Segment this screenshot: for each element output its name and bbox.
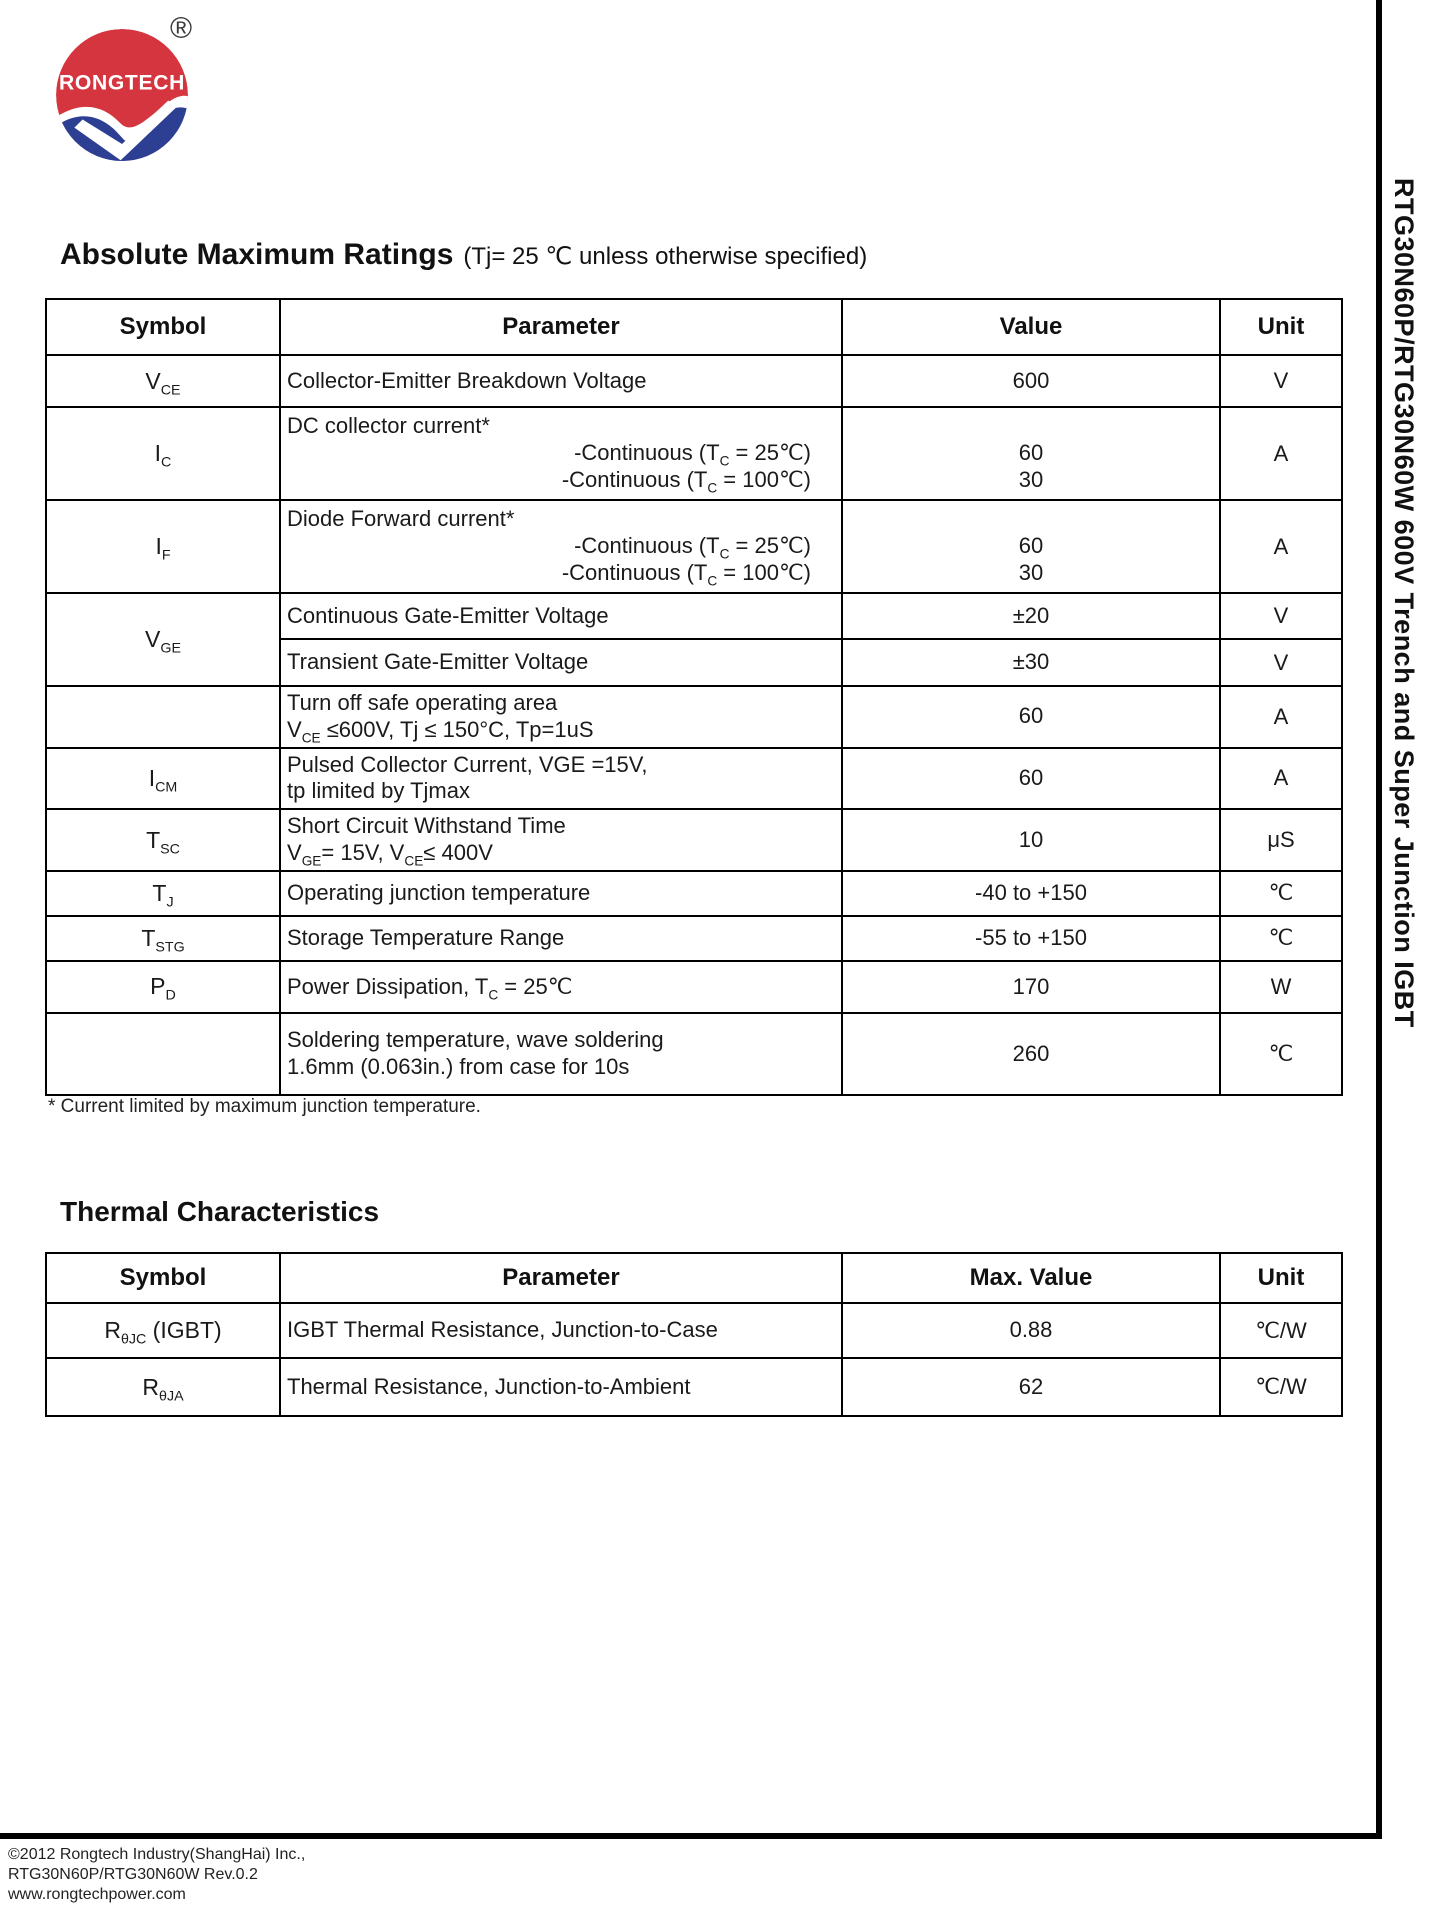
parameter-cell: Collector-Emitter Breakdown Voltage [280,355,842,407]
thermal-characteristics-heading: Thermal Characteristics [60,1196,380,1227]
registered-trademark-icon: ® [170,12,193,45]
table-row [46,1303,1342,1358]
symbol-cell: $V_{GE}$ [46,593,280,686]
parameter-cell: Diode Forward current* -Continuous ($T_C$ = 25℃) -Continuous ($T_C$ = 100℃) [280,500,842,593]
unit-cell: A [1220,748,1342,810]
symbol-cell: $I_{CM}$ [46,748,280,810]
symbol-cell: $R_{\theta JA}$ [46,1358,280,1416]
parameter-cell: Transient Gate-Emitter Voltage [280,639,842,686]
unit-cell: A [1220,500,1342,593]
symbol-cell: $I_C$ [46,407,280,500]
value-cell: -40 to +150 [842,871,1220,916]
logo-brand-text: RONGTECH [58,71,186,95]
table-row [46,871,1342,916]
parameter-cell: DC collector current* -Continuous ($T_C$ = 25℃) -Continuous ($T_C$ = 100℃) [280,407,842,500]
value-cell: ±30 [842,639,1220,686]
current-limit-footnote: * Current limited by maximum junction temperature. [48,1096,481,1117]
value-cell: 60 [842,686,1220,748]
value-cell: 260 [842,1013,1220,1095]
rongtech-logo-mark [54,26,190,164]
footer [8,1845,305,1905]
header-row [46,1253,1342,1303]
footer-divider-line [0,1833,1382,1839]
parameter-cell: Operating junction temperature [280,871,842,916]
footer-website: www.rongtechpower.com [8,1886,186,1903]
symbol-cell: $I_F$ [46,500,280,593]
table-row [46,686,1342,748]
unit-cell: μS [1220,809,1342,871]
value-cell: ±20 [842,593,1220,639]
rongtech-logo [52,14,212,169]
unit-cell: ℃ [1220,916,1342,961]
value-cell: 10 [842,809,1220,871]
column-header: Parameter [280,1253,842,1303]
symbol-cell: $P_D$ [46,961,280,1013]
symbol-cell: $T_J$ [46,871,280,916]
parameter-cell: Pulsed Collector Current, VGE =15V, tp limited by Tjmax [280,748,842,810]
part-number-sidebar-title: RTG30N60P/RTG30N60W 600V Trench and Super Junction IGBT [1389,178,1419,1028]
table-row [46,1358,1342,1416]
column-header: Symbol [46,299,280,355]
column-header: Unit [1220,299,1342,355]
symbol-cell [46,1013,280,1095]
absolute-maximum-ratings-table [45,298,1343,1096]
sidebar-divider-line [1376,0,1382,1839]
unit-cell: V [1220,593,1342,639]
symbol-cell: $R_{\theta JC}$ (IGBT) [46,1303,280,1358]
symbol-cell [46,686,280,748]
parameter-cell: Short Circuit Withstand Time $V_{GE}= 15V$, $V_{CE}\le 400V$ [280,809,842,871]
column-header: Parameter [280,299,842,355]
symbol-cell: $T_{STG}$ [46,916,280,961]
unit-cell: A [1220,407,1342,500]
column-header: Symbol [46,1253,280,1303]
value-cell: -55 to +150 [842,916,1220,961]
table-row [46,407,1342,500]
value-cell: 62 [842,1358,1220,1416]
table-row [46,1013,1342,1095]
table-row [46,916,1342,961]
symbol-cell: $V_{CE}$ [46,355,280,407]
parameter-cell: IGBT Thermal Resistance, Junction-to-Case [280,1303,842,1358]
value-cell: 170 [842,961,1220,1013]
column-header: Value [842,299,1220,355]
unit-cell: ℃/W [1220,1358,1342,1416]
parameter-cell: Soldering temperature, wave soldering 1.6mm (0.063in.) from case for 10s [280,1013,842,1095]
parameter-cell: Continuous Gate-Emitter Voltage [280,593,842,639]
absolute-maximum-ratings-heading [60,238,867,272]
section-condition: (Tj= 25 ℃ unless otherwise specified) [463,243,868,270]
unit-cell: A [1220,686,1342,748]
section-title: Absolute Maximum Ratings [60,238,454,271]
value-cell: 0.88 [842,1303,1220,1358]
table-row [46,961,1342,1013]
table-row [46,355,1342,407]
table-row [46,593,1342,639]
header-row [46,299,1342,355]
value-cell: 600 [842,355,1220,407]
footer-revision: RTG30N60P/RTG30N60W Rev.0.2 [8,1866,258,1883]
table-row [46,748,1342,810]
unit-cell: V [1220,639,1342,686]
unit-cell: ℃ [1220,1013,1342,1095]
unit-cell: V [1220,355,1342,407]
value-cell: 60 30 [842,500,1220,593]
value-cell: 60 [842,748,1220,810]
parameter-cell: Power Dissipation, $T_C$ = 25℃ [280,961,842,1013]
parameter-cell: Thermal Resistance, Junction-to-Ambient [280,1358,842,1416]
parameter-cell: Turn off safe operating area $V_{CE} \le 600V$, Tj ≤ 150°C, Tp=1uS [280,686,842,748]
unit-cell: ℃ [1220,871,1342,916]
unit-cell: W [1220,961,1342,1013]
parameter-cell: Storage Temperature Range [280,916,842,961]
footer-copyright: ©2012 Rongtech Industry(ShangHai) Inc., [8,1846,306,1863]
thermal-characteristics-table [45,1252,1343,1417]
table-row [46,809,1342,871]
value-cell: 60 30 [842,407,1220,500]
unit-cell: ℃/W [1220,1303,1342,1358]
column-header: Max. Value [842,1253,1220,1303]
column-header: Unit [1220,1253,1342,1303]
symbol-cell: $T_{SC}$ [46,809,280,871]
table-row [46,500,1342,593]
